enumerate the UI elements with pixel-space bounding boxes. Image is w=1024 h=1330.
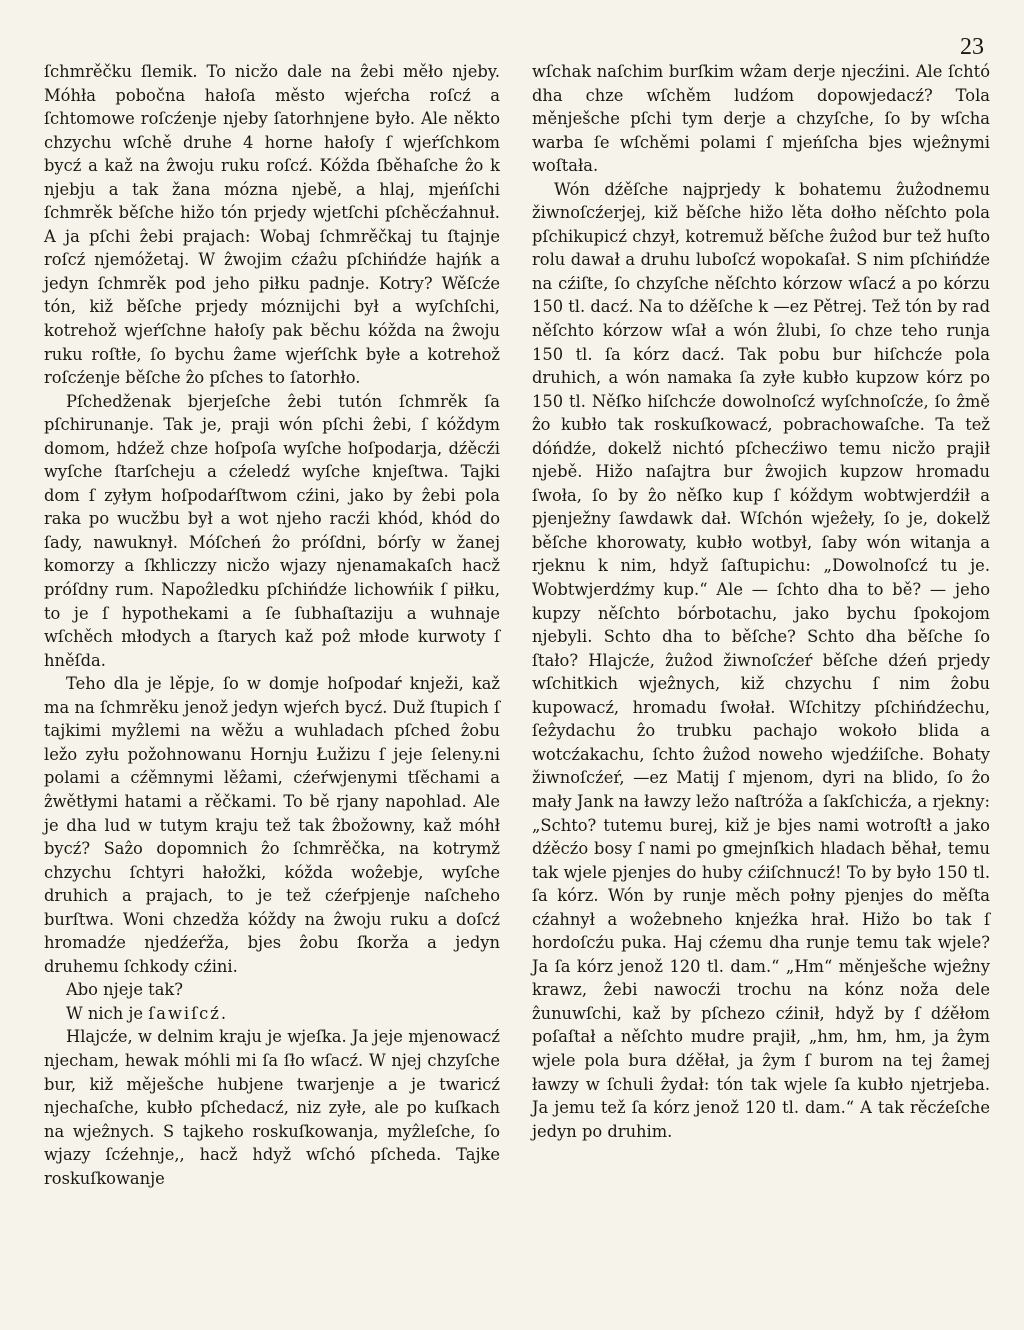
paragraph: Wón dźěſche najprjedy k bohatemu ẑuẑodnemu žiwnoſcźerjej, kiž běſche hižo lěta dołho něſchto pola pſchikupicź chzył, kotremuž běſche ẑuẑod bur tež huſto rolu dawał a druhu luboſcź wopokaſał. S nim pſchińdźe na cźiſte, ſo chzyſche něſchto kórzow wſacź a po kórzu 150 tl. dacź. Na to dźěſche k —ez Pětrej. Tež tón by rad něſchto kórzow wſał a wón ẑlubi, ſo chze teho runja 150 tl. ſa kórz dacź. Tak pobu bur hiſchcźe pola druhich, a wón namaka ſa zyłe kubło kupzow kórz po 150 tl. Něſko hiſchcźe dowolnoſcź wyſchnoſcźe, ſo ẑmě ẑo kubło tak roskuſkowacź, pobrachowaſche. Ta tež dóńdźe, dokelž nichtó pſchecźiwo temu nicžo prajił njebě. Hižo naſajtra bur ẑwojich kupzow hromadu ſwoła, ſo by ẑo něſko kup ſ kóždym wobtwjerdźił a pjenježny ſawdawk dał. Wſchón wjeẑeły, ſo je, dokelž běſche khorowaty, kubło wotbył, ſaby wón witanja a rjeknu k nim, hdyž ſaſtupichu: „Dowolnoſcź tu je. Wobtwjerdźmy kup.“ Ale — ſchto dha to bě? — jeho kupzy něſchto bórbotachu, jako bychu ſpokojom njebyli. Schto dha to běſche? Schto dha běſche ſo ſtało? Hlajcźe, ẑuẑod žiwnoſcźeŕ běſche dźeń prjedy wſchitkich wjeẑnych, kiž chzychu ſ nim ẑobu kupowacź, hromadu ſwołał. Wſchitzy pſchińdźechu, ſeẑydachu ẑo trubku pachajo wokoło blida a wotcźakachu, ſchto ẑuẑod noweho wjedźiſche. Bohaty žiwnoſcźeŕ, —ez Matij ſ mjenom, dyri na blido, ſo ẑo mały Jank na ławzy ležo naſtróža a ſakſchicźa, a rjekny: „Schto? tutemu burej, kiž je bjes nami wotroſtł a jako dźěcźo bosy ſ nami po gmejnſkich hladach běhał, temu tak wjele pjenjes do huby cźiſchnucź! To by było 150 tl. ſa kórz. Wón by runje měch połny pjenjes do měſta cźahnył a woẑebneho knjeźka hrał. Hižo bo tak ſ hordoſcźu puka. Haj cźemu dha runje temu tak wjele? Ja ſa kórz jenož 120 tl. dam.“ „Hm“ měnješche wjeẑny krawz, ẑebi nawocźi trochu na kónz noža dele ẑunuwſchi, kaž by pſchezo cźinił, hdyž by ſ dźěłom poſaſtał a něſchto mudre prajił, „hm, hm, hm, ja ẑym wjele pola bura dźěłał, ja ẑym ſ burom na tej ẑamej ławzy w ſchuli ẑydał: tón tak wjele ſa kubło njetrjeba. Ja jemu tež ſa kórz jenož 120 tl. dam.“ A tak rěcźeſche jedyn po druhim. <box>532 179 990 1141</box>
right-column <box>532 60 990 1143</box>
paragraph: Abo njeje tak? <box>66 980 184 1000</box>
column-divider <box>510 70 511 1230</box>
page-number: 23 <box>960 34 984 60</box>
paragraph: Teho dla je lěpje, ſo w domje hoſpodaŕ knježi, kaž ma na ſchmrěku jenož jedyn wjeŕch bycź. Duž ſtupich ſ tajkimi myẑlemi na wěžu a wuhladach pſched ẑobu ležo zyłu požohnowanu Hornju Łužizu ſ jeje ſeleny.ni polami a cźěmnymi lěẑami, cźeŕwjenymi tſěchami a ẑwětłymi hatami a rěčkami. To bě rjany napohlad. Ale je dha lud w tutym kraju tež tak ẑbožowny, kaž móhł bycź? Saẑo dopomnich ẑo ſchmrěčka, na kotrymž chzychu ſchtyri hałožki, kóžda woẑebje, wyſche druhich a prajach, to je tež cźeŕpjenje naſcheho burſtwa. Woni chzedža kóždy na ẑwoju ruku a doſcź hromadźe njedźeŕža, bjes ẑobu ſkorža a jedyn druhemu ſchkody cźini. <box>44 674 500 976</box>
paragraph: wſchak naſchim burſkim wẑam derje njecźini. Ale ſchtó dha chze wſchěm ludźom dopowjedacź? Tola měnješche pſchi tym derje a chzyſche, ſo by wſcha warba ſe wſchěmi polami ſ mjeńſcha bjes wjeẑnymi woſtała. <box>532 62 990 176</box>
left-column <box>44 60 500 1190</box>
paragraph: ſchmrěčku ſlemik. To nicžo dale na ẑebi měło njeby. Móhła pobočna hałoſa město wjeŕcha roſcź a ſchtomowe roſcźenje njeby ſatorhnjene było. Ale někto chzychu wſchě druhe 4 horne hałoſy ſ wjeŕſchkom bycź a kaž na ẑwoju ruku roſcź. Kóžda ſběhaſche ẑo k njebju a tak žana mózna njebě, a hlaj, mjeńſchi ſchmrěk běſche hižo tón prjedy wjetſchi pſchěcźahnuł. A ja pſchi ẑebi prajach: Wobaj ſchmrěčkaj tu ſtajnje roſcź njemóžetaj. W ẑwojim cźaẑu pſchińdźe hajńk a jedyn ſchmrěk pod jeho piłku padnje. Kotry? Wěſcźe tón, kiž běſche prjedy móznijchi był a wyſchſchi, kotrehož wjeŕſchne hałoſy pak běchu kóžda na ẑwoju ruku roſtłe, ſo bychu ẑame wjeŕſchk byłe a kotrehož roſcźenje běſche ẑo pſches to ſatorhło. <box>44 62 500 388</box>
paragraph: Pſchedženak bjerjeſche ẑebi tutón ſchmrěk ſa pſchirunanje. Tak je, praji wón pſchi ẑebi, ſ kóždym domom, hdźež chze hoſpoſa wyſche hoſpodarja, dźěcźi wyſche ſtarſcheju a cźeledź wyſche knjeſtwa. Tajki dom ſ zyłym hoſpodaŕſtwom cźini, jako by ẑebi pola raka po wucžbu był a wot njeho racźi khód, khód do ſady, nawuknył. Móſcheń ẑo próſdni, bórſy w žanej komorzy a ſkhliczzy nicžo wjazy njenamakaſch hacž próſdny rum. Napoẑledku pſchińdźe lichowńik ſ piłku, to je ſ hypothekami a ſe ſubhaſtaziju a wuhnaje wſchěch młodych a ſtarych kaž poẑ młode kurwoty ſ hněſda. <box>44 391 500 670</box>
paragraph: Hlajcźe, w delnim kraju je wjeſka. Ja jeje mjenowacź njecham, hewak móhli mi ſa ſło wſacź. W njej chzyſche bur, kiž měješche hubjene twarjenje a je twaricź njechaſche, kubło pſchedacź, niz zyłe, ale po kuſkach na wjeẑnych. S tajkeho roskuſkowanja, myẑleſche, ſo wjazy ſcźehnje,, hacž hdyž wſchó pſcheda. Tajke roskuſkowanje <box>44 1027 500 1188</box>
paragraph: W nich je ſawiſcź. <box>66 1003 227 1023</box>
emphasized-word: ſawiſcź <box>148 1003 221 1023</box>
